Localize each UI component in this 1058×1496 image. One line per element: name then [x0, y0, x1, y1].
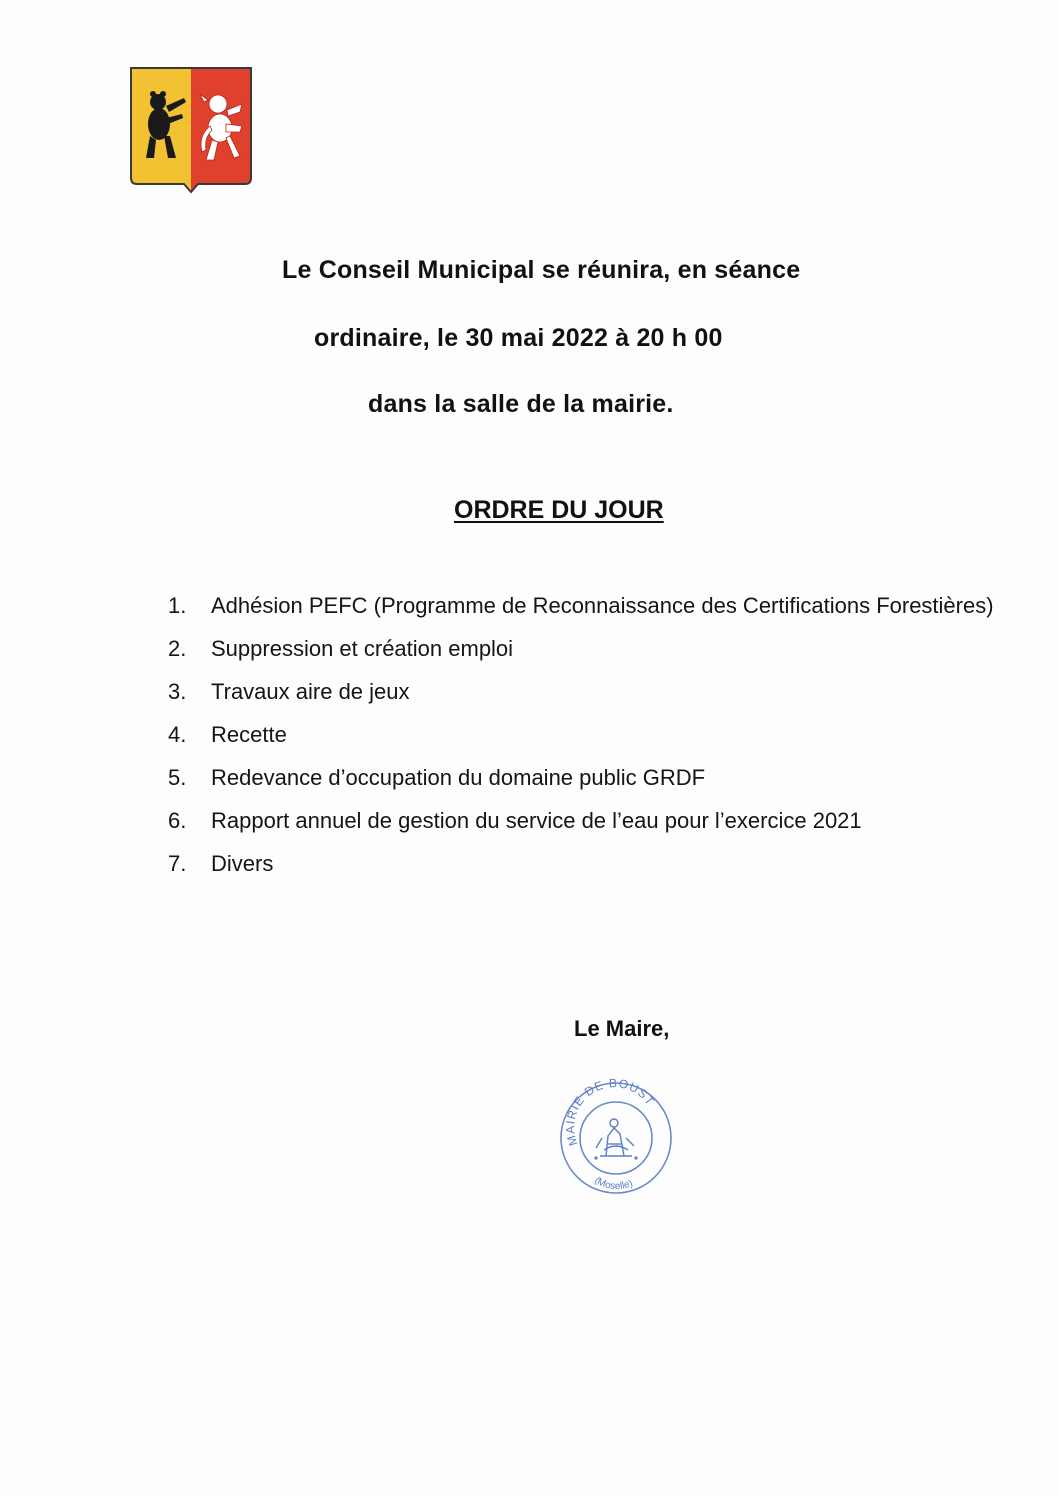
agenda-item-label: Divers	[211, 851, 274, 876]
coat-of-arms-logo	[128, 66, 254, 196]
agenda-item-label: Recette	[211, 722, 287, 747]
meeting-announcement-line-2: ordinaire, le 30 mai 2022 à 20 h 00	[314, 324, 723, 352]
official-stamp-seal	[556, 1078, 676, 1198]
mayor-signature-title: Le Maire,	[574, 1016, 670, 1041]
agenda-item-number: 7.	[168, 851, 187, 876]
meeting-announcement-line-3: dans la salle de la mairie.	[368, 390, 674, 418]
agenda-item-number: 3.	[168, 679, 187, 704]
agenda-item-label: Suppression et création emploi	[211, 636, 514, 661]
agenda-item	[168, 799, 1014, 842]
agenda-item-number: 5.	[168, 765, 187, 790]
agenda-item	[168, 627, 1014, 670]
svg-text:MAIRIE DE BOUST	[563, 1078, 657, 1147]
stamp-top-text: MAIRIE DE BOUST	[563, 1078, 658, 1148]
agenda-item	[168, 713, 1014, 756]
agenda-item-label: Travaux aire de jeux	[211, 679, 410, 704]
agenda-item-number: 1.	[168, 593, 187, 618]
stamp-bottom-text: (Moselle)	[592, 1175, 635, 1193]
agenda-item-number: 4.	[168, 722, 187, 747]
agenda-item-number: 2.	[168, 636, 187, 661]
agenda-item-label: Adhésion PEFC (Programme de Reconnaissance des Certifications Forestières)	[211, 593, 994, 618]
agenda-item-number: 6.	[168, 808, 187, 833]
meeting-announcement-line-1: Le Conseil Municipal se réunira, en séance	[282, 256, 801, 284]
agenda-item-label: Rapport annuel de gestion du service de l’eau pour l’exercice 2021	[211, 808, 862, 833]
agenda-item-label: Redevance d’occupation du domaine public GRDF	[211, 765, 706, 790]
agenda-item	[168, 842, 1014, 885]
agenda-title: ORDRE DU JOUR	[454, 496, 664, 524]
agenda-item	[168, 670, 1014, 713]
agenda-item	[168, 756, 1014, 799]
agenda-list	[168, 584, 1014, 885]
agenda-item	[168, 584, 1014, 627]
